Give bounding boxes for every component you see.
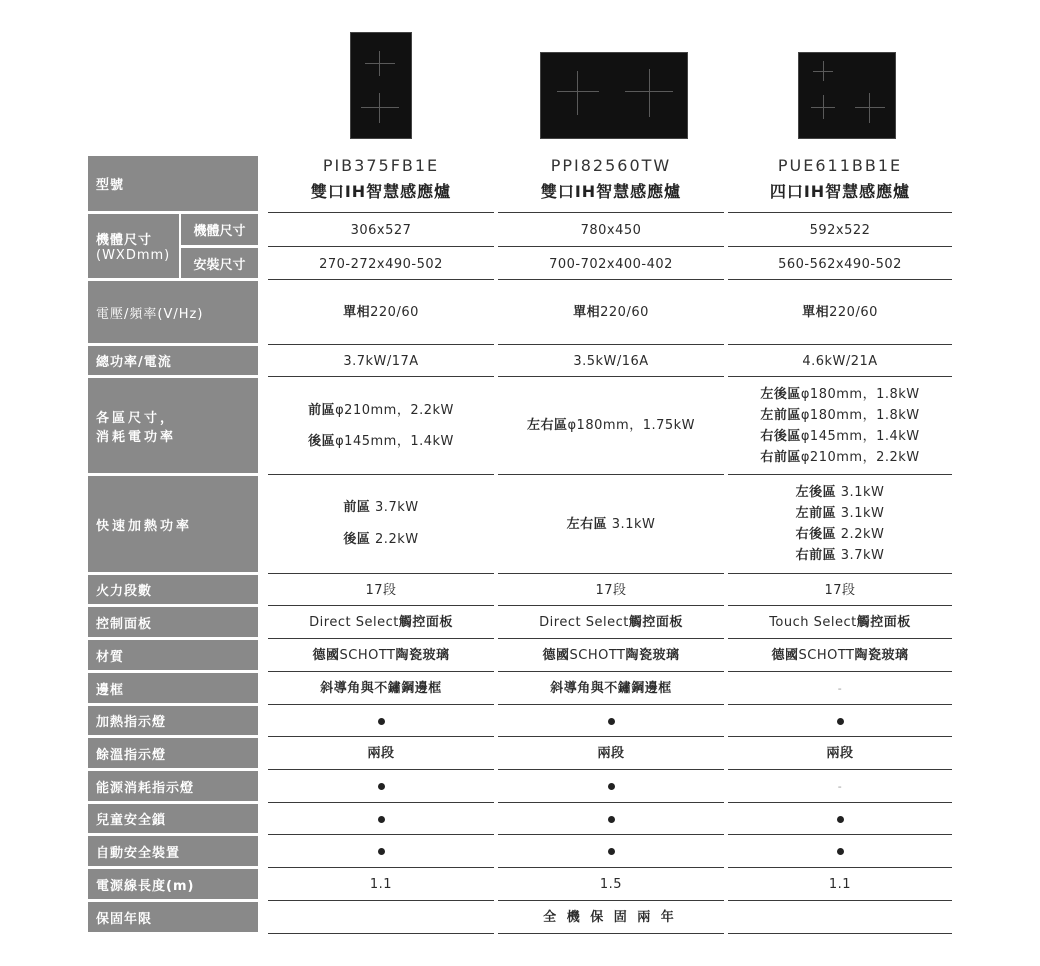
cell-energy-indicator: -	[837, 780, 843, 793]
row-divider	[728, 212, 952, 213]
cell-auto-safety	[498, 836, 724, 867]
control-zh: 觸控面板	[856, 615, 911, 630]
row-divider	[728, 344, 952, 345]
yes-dot-icon	[608, 816, 615, 823]
label-frame: 邊框	[88, 673, 258, 703]
cell-child-lock	[498, 804, 724, 834]
cell-auto-safety	[268, 836, 494, 867]
residual-text: 兩段	[367, 746, 395, 761]
cell-heat-indicator	[498, 706, 724, 736]
label-size-group	[88, 214, 179, 278]
cell-control	[728, 607, 952, 638]
boost-zone: 右後區	[795, 527, 837, 542]
cell-residual	[498, 738, 724, 769]
cell-body-size: 592x522	[809, 222, 871, 238]
row-divider	[728, 376, 952, 377]
yes-dot-icon	[378, 816, 385, 823]
row-divider	[728, 933, 952, 934]
cell-residual	[728, 738, 952, 769]
row-divider	[728, 246, 952, 247]
boost-zone: 右前區	[795, 548, 837, 563]
row-divider	[728, 573, 952, 574]
yes-dot-icon	[378, 718, 385, 725]
yes-dot-icon	[608, 848, 615, 855]
cell-frame	[498, 673, 724, 704]
row-divider	[498, 704, 724, 705]
row-divider	[268, 867, 494, 868]
cell-voltage	[268, 281, 494, 343]
cell-cord: 1.1	[369, 877, 393, 892]
label-body-size: 機體尺寸	[181, 214, 258, 245]
product-name: 雙口IH智慧感應爐	[540, 182, 682, 201]
cell-boost	[498, 476, 724, 572]
voltage-prefix: 單相	[343, 304, 371, 320]
label-energy-indicator: 能源消耗指示燈	[88, 771, 258, 801]
cell-frame: -	[837, 682, 843, 695]
boost-value: 3.1kW	[836, 506, 885, 521]
zone-name: 後區	[308, 433, 336, 449]
cell-cord: 1.5	[599, 877, 623, 892]
row-divider	[498, 376, 724, 377]
row-divider	[498, 900, 724, 901]
boost-entry	[796, 545, 885, 566]
row-divider	[498, 605, 724, 606]
zone-value: φ180mm，1.75kW	[567, 418, 696, 433]
row-divider	[498, 867, 724, 868]
zone-value: φ210mm，2.2kW	[800, 449, 920, 465]
material-prefix: 德國	[542, 648, 570, 663]
row-divider	[728, 867, 952, 868]
cell-install-size: 700-702x400-402	[549, 256, 673, 272]
row-divider	[268, 900, 494, 901]
row-divider	[268, 769, 494, 770]
voltage-value: 220/60	[829, 304, 878, 320]
boost-entry	[796, 482, 885, 503]
boost-entry	[567, 514, 656, 535]
material-brand: SCHOTT	[569, 648, 626, 663]
cell-material	[268, 640, 494, 671]
boost-zone: 左右區	[566, 516, 608, 532]
control-zh: 觸控面板	[398, 615, 453, 630]
cell-control	[268, 607, 494, 638]
cell-power-current: 4.6kW/21A	[802, 353, 878, 369]
label-boost: 快速加熱功率	[88, 476, 258, 572]
product-image-pue611bb1e	[798, 52, 896, 139]
label-voltage: 電壓/頻率(V/Hz)	[88, 281, 258, 343]
row-divider	[498, 834, 724, 835]
row-divider	[268, 671, 494, 672]
zone-value: φ180mm，1.8kW	[800, 407, 920, 423]
label-control: 控制面板	[88, 607, 258, 637]
cell-power-current: 3.7kW/17A	[343, 353, 419, 369]
material-prefix: 德國	[312, 648, 340, 663]
row-divider	[498, 802, 724, 803]
label-install-size: 安裝尺寸	[181, 248, 258, 278]
cell-control	[498, 607, 724, 638]
row-divider	[268, 933, 494, 934]
zone-entry	[308, 426, 454, 457]
zone-entry	[308, 395, 454, 426]
product-image-ppi82560tw	[540, 52, 688, 139]
zone-name: 前區	[308, 402, 336, 418]
cell-heat-indicator	[268, 706, 494, 736]
row-divider	[498, 573, 724, 574]
boost-value: 3.1kW	[607, 516, 656, 532]
frame-text: 斜導角與不鏽鋼邊框	[550, 681, 672, 696]
material-suffix: 陶瓷玻璃	[395, 648, 450, 663]
row-divider	[728, 671, 952, 672]
row-divider	[268, 704, 494, 705]
row-divider	[728, 900, 952, 901]
boost-zone: 左前區	[795, 506, 837, 521]
yes-dot-icon	[837, 718, 844, 725]
yes-dot-icon	[608, 783, 615, 790]
cell-energy-indicator	[268, 771, 494, 802]
product-name: 雙口IH智慧感應爐	[310, 182, 452, 201]
warranty-text: 全 機 保 固 兩 年	[543, 909, 677, 925]
row-divider	[498, 769, 724, 770]
yes-dot-icon	[378, 783, 385, 790]
row-divider	[268, 802, 494, 803]
boost-value: 3.1kW	[836, 485, 885, 500]
frame-text: 斜導角與不鏽鋼邊框	[320, 681, 442, 696]
residual-text: 兩段	[597, 746, 625, 761]
material-brand: SCHOTT	[339, 648, 396, 663]
cell-voltage	[498, 281, 724, 343]
voltage-prefix: 單相	[573, 304, 601, 320]
cell-power-current: 3.5kW/16A	[573, 353, 649, 369]
row-divider	[728, 474, 952, 475]
material-suffix: 陶瓷玻璃	[625, 648, 680, 663]
cell-levels: 17段	[824, 582, 856, 598]
control-en: Direct Select	[539, 615, 629, 630]
boost-entry	[796, 503, 885, 524]
row-divider	[728, 834, 952, 835]
zone-value: φ145mm，1.4kW	[800, 428, 920, 444]
control-en: Direct Select	[309, 615, 399, 630]
zone-entry	[760, 447, 919, 468]
label-power-current: 總功率/電流	[88, 346, 258, 375]
row-divider	[268, 638, 494, 639]
label-zone-line1: 各區尺寸，	[96, 410, 177, 426]
cell-material	[728, 640, 952, 671]
material-suffix: 陶瓷玻璃	[854, 648, 909, 663]
cell-boost	[728, 476, 952, 572]
row-divider	[728, 802, 952, 803]
boost-zone: 後區	[343, 532, 371, 547]
label-heat-indicator: 加熱指示燈	[88, 706, 258, 735]
control-en: Touch Select	[769, 615, 857, 630]
row-divider	[498, 344, 724, 345]
product-model: PUE611BB1E	[777, 156, 903, 175]
cell-voltage	[728, 281, 952, 343]
cell-levels: 17段	[595, 582, 627, 598]
yes-dot-icon	[837, 848, 844, 855]
label-material: 材質	[88, 640, 258, 670]
label-size-title: 機體尺寸	[96, 233, 153, 248]
row-divider	[728, 769, 952, 770]
row-divider	[728, 605, 952, 606]
boost-zone: 左後區	[795, 485, 837, 500]
zone-entry	[760, 384, 919, 405]
boost-entry	[343, 524, 418, 556]
cell-cord: 1.1	[828, 877, 852, 892]
cell-zones	[498, 378, 724, 473]
row-divider	[268, 474, 494, 475]
product-image-pib375fb1e	[350, 32, 412, 139]
cell-child-lock	[268, 804, 494, 834]
row-divider	[268, 605, 494, 606]
cell-zones	[728, 378, 952, 473]
yes-dot-icon	[608, 718, 615, 725]
cell-body-size: 306x527	[350, 222, 412, 238]
zone-value: φ180mm，1.8kW	[800, 386, 920, 402]
zone-name: 左後區	[760, 386, 801, 402]
boost-entry	[343, 492, 418, 524]
label-model: 型號	[88, 156, 258, 211]
cell-heat-indicator	[728, 706, 952, 736]
zone-value: φ210mm，2.2kW	[335, 402, 454, 418]
row-divider	[268, 834, 494, 835]
row-divider	[498, 933, 724, 934]
boost-value: 3.7kW	[370, 500, 419, 515]
cell-material	[498, 640, 724, 671]
label-zone	[88, 378, 258, 473]
cell-install-size: 270-272x490-502	[319, 256, 443, 272]
cell-residual	[268, 738, 494, 769]
material-prefix: 德國	[771, 648, 799, 663]
cell-warranty	[268, 902, 952, 932]
label-residual: 餘溫指示燈	[88, 738, 258, 768]
row-divider	[268, 376, 494, 377]
cell-install-size: 560-562x490-502	[778, 256, 902, 272]
row-divider	[268, 212, 494, 213]
boost-zone: 前區	[343, 500, 371, 515]
cell-boost	[268, 476, 494, 572]
label-levels: 火力段數	[88, 575, 258, 604]
voltage-value: 220/60	[370, 304, 419, 320]
cell-zones	[268, 378, 494, 473]
label-auto-safety: 自動安全裝置	[88, 836, 258, 866]
label-zone-line2: 消耗電功率	[96, 429, 177, 445]
zone-name: 右前區	[760, 449, 801, 465]
cell-auto-safety	[728, 836, 952, 867]
residual-text: 兩段	[826, 746, 854, 761]
product-model: PIB375FB1E	[322, 156, 440, 175]
cell-energy-indicator	[498, 771, 724, 802]
row-divider	[498, 638, 724, 639]
row-divider	[728, 704, 952, 705]
cell-child-lock	[728, 804, 952, 834]
yes-dot-icon	[837, 816, 844, 823]
product-model: PPI82560TW	[550, 156, 672, 175]
row-divider	[498, 671, 724, 672]
row-divider	[498, 736, 724, 737]
row-divider	[498, 474, 724, 475]
label-size-unit: (WXDmm)	[96, 248, 171, 263]
label-cord: 電源線長度(m)	[88, 869, 258, 899]
zone-entry	[760, 405, 919, 426]
cell-body-size: 780x450	[580, 222, 642, 238]
cell-levels: 17段	[365, 582, 397, 598]
boost-value: 2.2kW	[836, 527, 885, 542]
material-brand: SCHOTT	[798, 648, 855, 663]
row-divider	[728, 736, 952, 737]
zone-entry	[760, 426, 919, 447]
zone-name: 左右區	[526, 418, 568, 433]
cell-frame	[268, 673, 494, 704]
zone-entry	[527, 415, 695, 436]
row-divider	[268, 573, 494, 574]
row-divider	[268, 736, 494, 737]
zone-name: 右後區	[760, 428, 801, 444]
boost-value: 2.2kW	[370, 532, 419, 547]
zone-value: φ145mm，1.4kW	[335, 433, 454, 449]
row-divider	[268, 344, 494, 345]
row-divider	[498, 212, 724, 213]
row-divider	[268, 246, 494, 247]
row-divider	[728, 638, 952, 639]
voltage-value: 220/60	[600, 304, 649, 320]
row-divider	[498, 246, 724, 247]
product-name: 四口IH智慧感應爐	[769, 182, 911, 201]
label-warranty: 保固年限	[88, 902, 258, 932]
boost-value: 3.7kW	[836, 548, 885, 563]
yes-dot-icon	[378, 848, 385, 855]
voltage-prefix: 單相	[802, 304, 830, 320]
label-child-lock: 兒童安全鎖	[88, 804, 258, 833]
boost-entry	[796, 524, 885, 545]
control-zh: 觸控面板	[628, 615, 683, 630]
zone-name: 左前區	[760, 407, 801, 423]
